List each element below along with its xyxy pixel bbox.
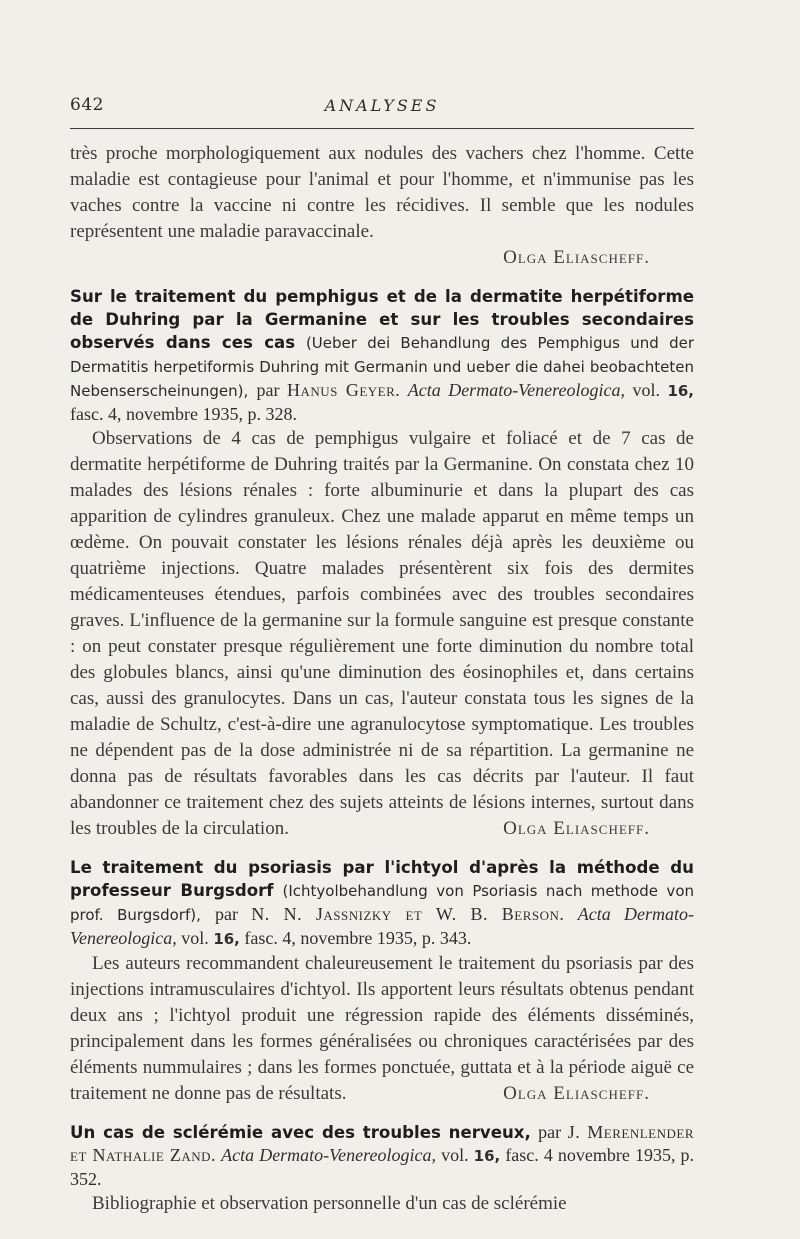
section-title: ANALYSES — [324, 96, 440, 115]
journal-name: Acta Dermato-Venereologica, — [221, 1145, 436, 1165]
volume-number: 16, — [213, 930, 240, 948]
issue-info: fasc. 4 novembre 1935, p. 352. — [70, 1145, 695, 1189]
vol-prefix: vol. — [181, 928, 209, 948]
issue-info: fasc. 4, novembre 1935, p. 343. — [244, 928, 472, 948]
running-head — [70, 95, 694, 119]
signature: Olga Eliascheff. — [503, 818, 650, 839]
entry-heading — [70, 285, 694, 426]
by-word: par — [256, 380, 280, 400]
entry-title: Un cas de sclérémie avec des troubles nerveux, — [70, 1123, 531, 1142]
continuation-text: très proche morphologiquement aux nodules des vachers chez l'homme. Cette maladie est contagieuse pour l'animal et pour l'homme, et n'immunise pas les vaches contre la vaccine ni contre les récidives. Il semble que les nodules représentent une maladie paravaccinale. — [70, 143, 694, 242]
signature: Olga Eliascheff. — [503, 247, 650, 268]
by-word: par — [214, 904, 238, 924]
issue-info: fasc. 4, novembre 1935, p. 328. — [70, 404, 297, 424]
by-word: par — [538, 1122, 562, 1142]
entry-abstract: Les auteurs recommandent chaleureusement le traitement du psoriasis par des injections intramusculaires d'ichtyol. Ils apportent leurs résultats obtenus pendant deux ans ; l'ichtyol produit une régression rapide des éléments disséminés, principalement dans les formes généralisées ou chroniques caractérisées par des éléments nummulaires ; dans les formes ponctuée, guttata et à la période aiguë ce traitement ne donne pas de résultats. — [70, 953, 694, 1104]
entry-authors: Hanus Geyer. — [286, 380, 401, 400]
signature: Olga Eliascheff. — [503, 1083, 650, 1104]
entry-original-title: (Ueber dei Behandlung des Pemphigus und der Dermatitis herpetiformis Duhring mit Germanin und ueber die dahei beobachteten Nebenserscheinungen), — [70, 334, 694, 400]
vol-prefix: vol. — [632, 380, 660, 400]
entry-abstract: Bibliographie et observation personnelle d'un cas de sclérémie — [92, 1193, 567, 1214]
journal-name: Acta Dermato-Venereologica, — [407, 380, 625, 400]
journal-name: Acta Dermato-Venereologica, — [70, 904, 695, 948]
header-rule — [70, 128, 694, 129]
volume-number: 16, — [667, 382, 695, 400]
entry-title: Sur le traitement du pemphigus et de la dermatite herpétiforme de Duhring par la Germanine et sur les troubles secondaires observés dans ces cas — [70, 287, 694, 352]
entry-original-title: (Ichtyolbehandlung von Psoriasis nach methode von prof. Burgsdorf), — [70, 882, 694, 924]
entry-title: Le traitement du psoriasis par l'ichtyol d'après la méthode du professeur Burgsdorf — [70, 858, 694, 900]
vol-prefix: vol. — [441, 1145, 469, 1165]
page-body — [70, 141, 694, 1217]
page-number: 642 — [70, 95, 104, 115]
entry-heading — [70, 856, 694, 951]
entry-authors: N. N. Jassnizky et W. B. Berson. — [251, 904, 565, 924]
entry-heading — [70, 1121, 694, 1191]
entry-authors: J. Merenlender et Nathalie Zand. — [70, 1122, 694, 1165]
volume-number: 16, — [473, 1147, 501, 1165]
entry-abstract: Observations de 4 cas de pemphigus vulgaire et foliacé et de 7 cas de dermatite herpétiforme de Duhring traités par la Germanine. On constata chez 10 malades des lésions rénales : forte albuminurie et dans la plupart des cas apparition de cylindres granuleux. Chez une malade apparut en même temps un œdème. On pouvait constater les lésions rénales déjà après les deuxième ou quatrième injections. Quatre malades présentèrent six fois des dermites médicamenteuses étendues, parfois combinées avec des troubles secondaires graves. L'influence de la germanine sur la formule sanguine est presque constante : on peut constater presque régulièrement une forte diminution du nombre total des globules blancs, ainsi qu'une diminution des éosinophiles et, dans certains cas, aussi des granulocytes. Dans un cas, l'auteur constata tous les signes de la maladie de Schultz, c'est-à-dire une agranulocytose symptomatique. Les troubles ne dépendent pas de la dose administrée ni de sa répartition. La germanine ne donna pas de résultats favorables dans les cas décrits par l'auteur. Il faut abandonner ce traitement chez des sujets atteints de lésions internes, surtout dans les troubles de la circulation. — [70, 428, 694, 839]
